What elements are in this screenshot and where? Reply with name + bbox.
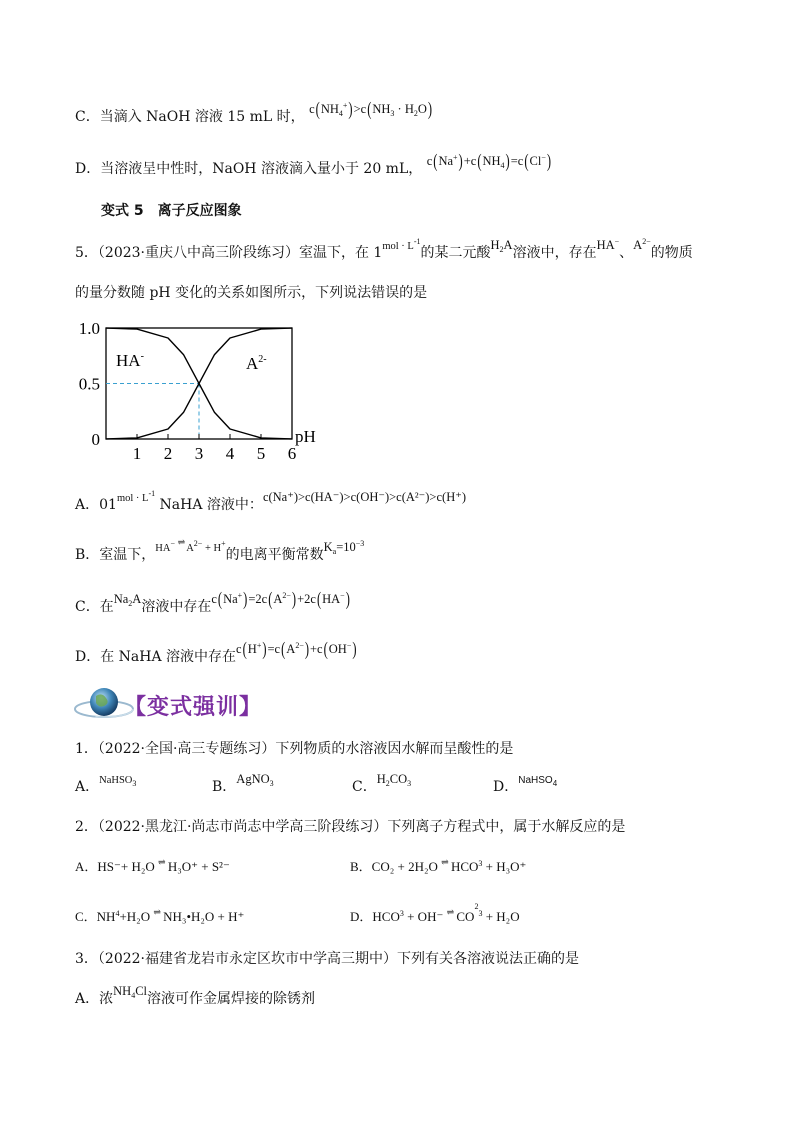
x-tick-label: 6 — [287, 444, 297, 463]
x-tick-label: 5 — [256, 444, 266, 463]
p2-stem: 2．（2022·黑龙江·尚志市尚志中学高三阶段练习）下列离子方程式中，属于水解反应的是 — [75, 819, 626, 835]
option-expression: c(Na⁺)>c(HA⁻)>c(OH⁻)>c(A²⁻)>c(H⁺) — [262, 490, 466, 504]
q4-option-d — [75, 150, 552, 180]
y-tick-label: 0.5 — [78, 374, 100, 394]
q5-stem-line2: 的量分数随 pH 变化的关系如图所示，下列说法错误的是 — [75, 285, 428, 301]
option-text: D．当溶液呈中性时，NaOH 溶液滴入量小于 20 mL， — [75, 161, 423, 177]
equilibrium-arrow-icon: ⇌ — [177, 537, 185, 547]
option-expression: $c(NH_4^+)>c(NH_3 \cdot H_2O)$ — [309, 98, 433, 120]
equilibrium-arrow-icon: ⇌ — [158, 857, 165, 867]
p3-option-a: A．浓$NH_4Cl$溶液可作金属焊接的除锈剂 — [75, 984, 315, 1007]
banner-title: 【变式强训】 — [124, 695, 263, 720]
series-label-ha: HA- — [116, 351, 144, 370]
y-tick-label: 1.0 — [78, 319, 100, 338]
equilibrium-arrow-icon: ⇌ — [446, 907, 454, 917]
p1-option-c: C．$H_2CO_3$ — [352, 772, 412, 795]
x-tick-label: 1 — [132, 444, 142, 463]
p1-stem: 1．（2022·全国·高三专题练习）下列物质的水溶液因水解而呈酸性的是 — [75, 741, 514, 757]
p2-option-c: C．$NH^4+H_2O$ ⇌ NH₃•H₂O + H⁺ — [75, 907, 245, 924]
q5-option-c: C．在$Na_2A$溶液中存在$c(Na^+)=2c(A^{2-})+2c(HA^-)$ — [75, 588, 350, 615]
y-tick-label: 0 — [91, 430, 100, 449]
q5-stem-line1: 5．（2023·重庆八中高三阶段练习）室温下，在 $1^{mol \cdot L^{-1}}$的某二元酸$H_2A$溶液中，存在HA−、$A^{2-}$的物质 — [75, 237, 693, 261]
equilibrium-arrow-icon: ⇌ — [153, 907, 160, 917]
x-tick-label: 3 — [194, 444, 204, 463]
section-title: 变式 5 离子反应图象 — [101, 203, 242, 219]
q4-option-c — [75, 98, 433, 128]
p1-option-d: D．$^{NaHSO_4}$ — [493, 775, 558, 795]
x-tick-label: 4 — [225, 444, 235, 463]
p1-option-a: A．$^{NaHSO_3}$ — [75, 775, 137, 795]
series-label-a2: $A^{2-}$ — [246, 354, 267, 373]
practice-banner — [74, 682, 284, 726]
q5-option-b: B．室温下，$^{HA^- \rightleftharpoons A^{2-} + H^+}$的电离平衡常数$K_a=10^{-3}$ — [75, 537, 365, 563]
p3-stem: 3．（2022·福建省龙岩市永定区坎市中学高三期中）下列有关各溶液说法正确的是 — [75, 951, 579, 967]
x-axis-label: pH — [295, 427, 316, 446]
equilibrium-arrow-icon: ⇌ — [441, 857, 448, 867]
fraction-ph-chart — [70, 318, 350, 468]
p2-option-d: D．$HCO^3 + OH^-$ ⇌ $CO^{23} + H_2O$ — [350, 902, 520, 924]
q5-option-a: A．$01^{mol \cdot L^{-1}}$ NaHA 溶液中：c(Na⁺)>c(HA⁻)>c(OH⁻)>c(A²⁻)>c(H⁺) — [75, 489, 466, 513]
p1-option-b: B．AgNO$_3$ — [212, 772, 274, 795]
p2-option-b: B．CO₂ + 2H₂O ⇌ $HCO^3 + H_3O^+$ — [350, 857, 527, 874]
p2-option-a: A．HS⁻+ H₂O ⇌ H₃O⁺ + S²⁻ — [75, 857, 230, 874]
option-expression: $c(Na^+)+c(NH_4)=c(Cl^-)$ — [426, 150, 551, 172]
q5-option-d: D．在 NaHA 溶液中存在$c(H^+)=c(A^{2-})+c(OH^-)$ — [75, 638, 357, 665]
x-tick-label: 2 — [163, 444, 173, 463]
option-text: C．当滴入 NaOH 溶液 15 mL 时， — [75, 109, 305, 125]
